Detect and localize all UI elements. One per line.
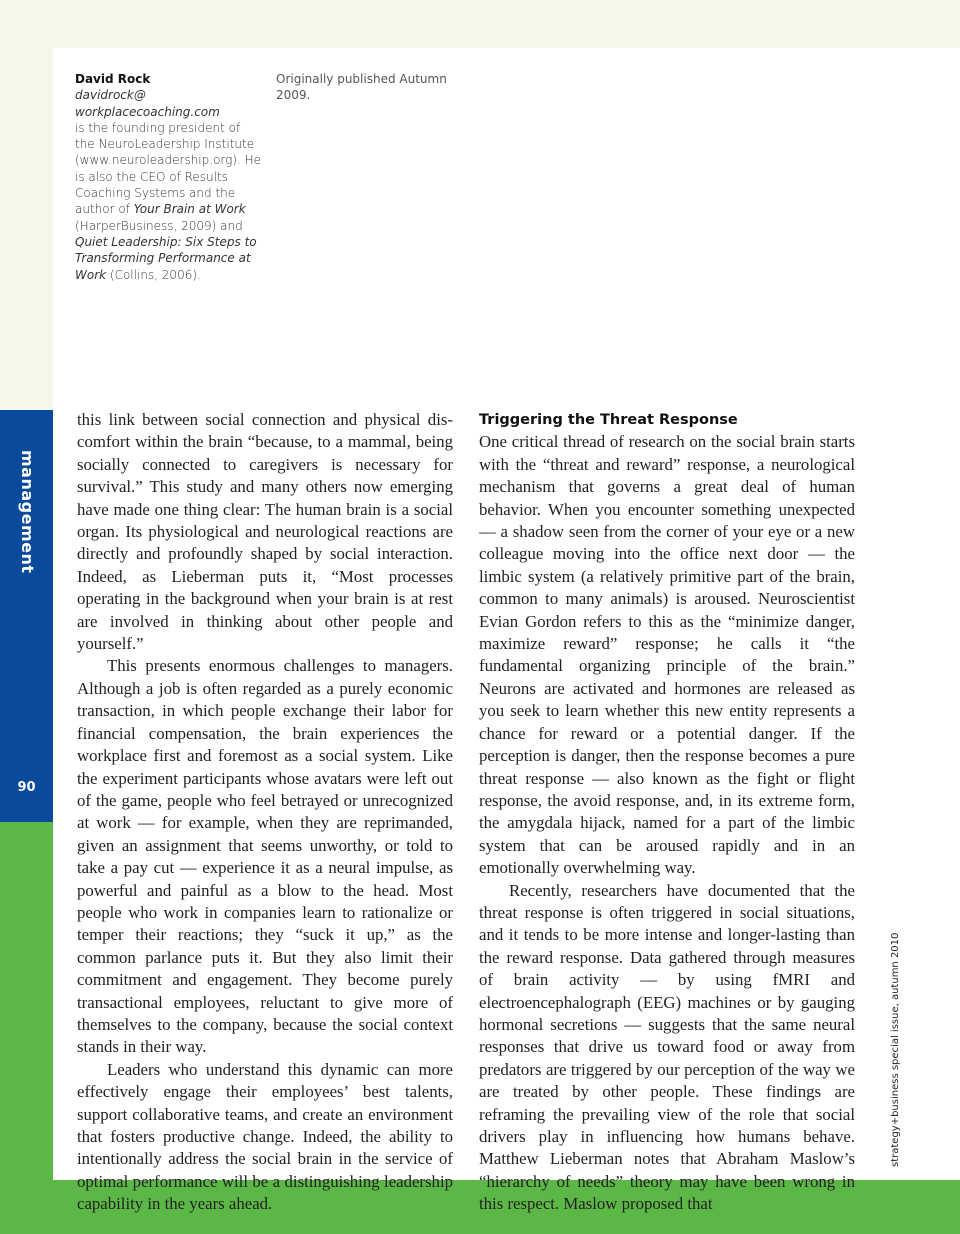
paragraph: Recently, researchers have documented that the threat response is often triggered in social situations, and it tends to be more intense and longer-lasting than the reward response. Data gathered through measures of brain activity — by using fMRI and electroencephalograph (EEG) machines or by gauging hormonal secretions — suggests that the same neural responses that drive us toward food or away from predators are triggered by our perception of the way we are treated by other people. These findings are reframing the prevailing view of the role that social drivers play in influencing how humans behave. Matthew Lieberman notes that Abraham Maslow’s “hierarchy of needs” theory may have been wrong in this respect. Maslow proposed that (479, 880, 855, 1214)
paragraph: Leaders who understand this dynamic can more effectively engage their employees’ best talents, support collaborative teams, and create an environment that fosters productive change. Indeed, the ability to intentionally address the social brain in the service of optimal performance will be a distinguishing leadership capability in the years ahead. (77, 1059, 453, 1214)
author-name: David Rock (75, 72, 151, 86)
publication-footer: strategy+business special issue, autumn 2010 (890, 932, 901, 1167)
publication-note: Originally published Autumn 2009. (276, 72, 447, 103)
paragraph: this link between social connection and physical discomfort within the brain “because, to a mammal, being socially connected to caregivers is necessary for survival.” This study and many others now emerging have made one thing clear: The human brain is a social organ. Its physiological and neurological reactions are directly and profoundly shaped by social interaction. Indeed, as Lieberman puts it, “Most processes operating in the background when your brain is at rest are involved in thinking about other people and yourself.” (77, 410, 453, 654)
page-number: 90 (17, 780, 36, 795)
book-title-2: Quiet Leadership: Six Steps to Transforming Performance at Work (75, 234, 257, 282)
paragraph: This presents enormous challenges to managers. Although a job is often regarded as a purely economic transaction, in which people exchange their labor for financial compensation, the brain experiences the workplace first and foremost as a social system. Like the experiment participants whose avatars were left out of the game, people who feel betrayed or unrecognized at work — for example, when they are reprimanded, given an assignment that seems unworthy, or told to take a pay cut — experience it as a neural impulse, as powerful and painful as a blow to the head. Most people who work in companies learn to rationalize or temper their reactions; they “suck it up,” as the common parlance puts it. But they also limit their commitment and engagement. They become purely transactional employees, reluctant to give more of themselves to the company, because the social context stands in their way. (77, 656, 453, 1057)
bio-text-3: (Collins, 2006). (106, 267, 201, 282)
book-title-1: Your Brain at Work (133, 202, 246, 217)
article-column-left (77, 409, 453, 1216)
paragraph: One critical thread of research on the social brain starts with the “threat and reward” response, a neurological mechanism that governs a great deal of human behavior. When you encounter something unexpected — a shadow seen from the corner of your eye or a new colleague moving into the office next door — the limbic system (a relatively primitive part of the brain, common to many animals) is aroused. Neuroscientist Evian Gordon refers to this as the “minimize danger, maximize reward” response; he calls it “the fundamental organizing principle of the brain.” Neurons are activated and hormones are released as you seek to learn whether this new entity represents a chance for reward or a potential danger. If the perception is danger, then the response becomes a pure threat response — also known as the fight or flight response, the avoid response, and, in its extreme form, the amygdala hijack, named for a part of the limbic system that can be aroused rapidly and in an emotionally overwhelming way. (479, 432, 855, 878)
author-bio (75, 71, 263, 283)
bio-text-1: is the founding president of the NeuroLeadership Institute (www.neuroleadership.org). He is also the CEO of Results Coaching Systems and the author of (75, 120, 262, 217)
left-green-bar (0, 822, 53, 1234)
section-heading: Triggering the Threat Response (479, 412, 738, 428)
author-description (75, 120, 263, 283)
author-email-line2: workplacecoaching.com (75, 104, 220, 119)
article-column-right (479, 409, 855, 1216)
bio-text-2: (HarperBusiness, 2009) and (75, 218, 243, 233)
author-email-line1: davidrock@ (75, 88, 146, 103)
section-label: management (18, 450, 37, 574)
author-email[interactable] (75, 87, 263, 120)
